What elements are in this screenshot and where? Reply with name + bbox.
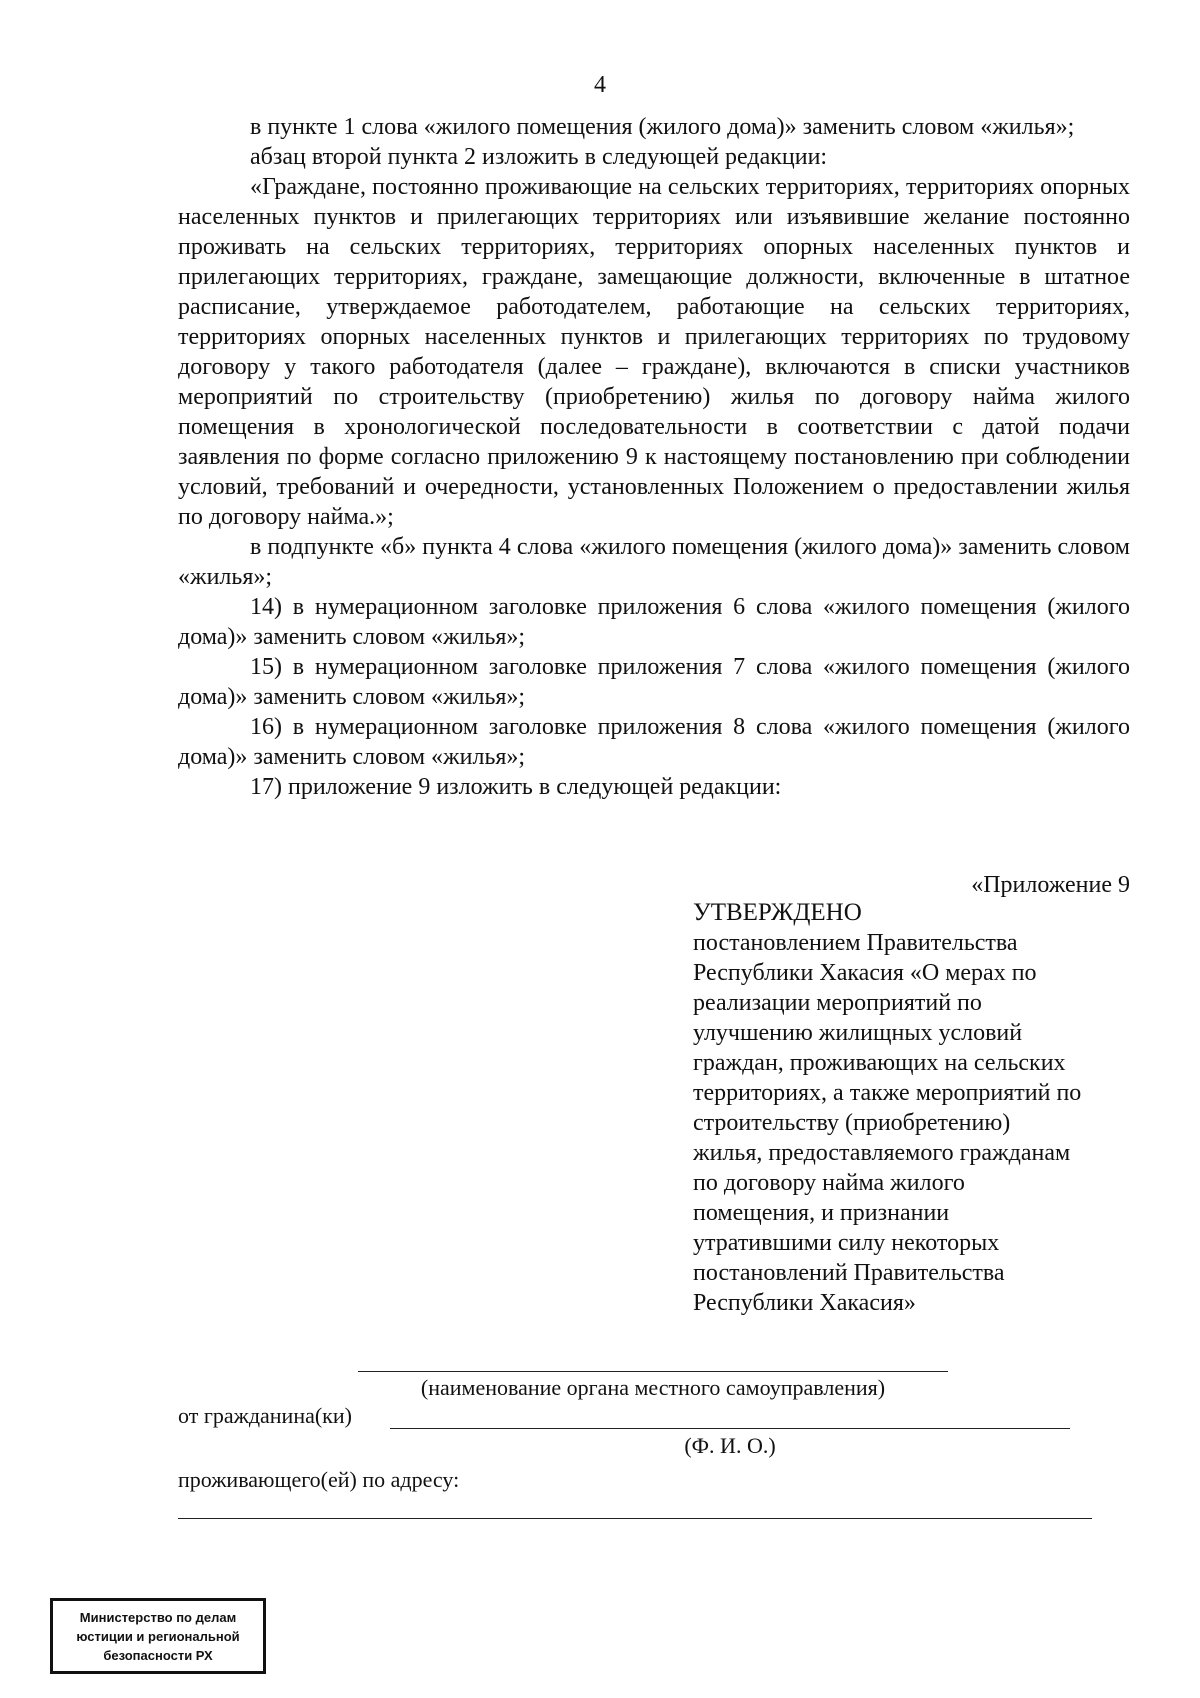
approval-line: Республики Хакасия»	[693, 1290, 916, 1316]
address-label: проживающего(ей) по адресу:	[178, 1467, 460, 1492]
approval-line: граждан, проживающих на сельских	[693, 1050, 1066, 1076]
paragraph: 15) в нумерационном заголовке приложения 7 слова «жилого помещения (жилого дома)» заменить словом «жилья»;	[178, 654, 1130, 710]
ministry-stamp	[50, 1598, 266, 1674]
paragraph: «Граждане, постоянно проживающие на сельских территориях, территориях опорных населенных пунктов и прилегающих территориях или изъявившие желание постоянно проживать на сельских территориях, территориях опорных населенных пунктов и прилегающих территориях, граждане, замещающие должности, включенные в штатное расписание, утверждаемое работодателем, работающие на сельских территориях, территориях опорных населенных пунктов и прилегающих территориях по трудовому договору у такого работодателя (далее – граждане), включаются в списки участников мероприятий по строительству (приобретению) жилья по договору найма жилого помещения в хронологической последовательности в соответствии с датой подачи заявления по форме согласно приложению 9 к настоящему постановлению при соблюдении условий, требований и очередности, установленных Положением о предоставлении жилья по договору найма.»;	[178, 174, 1130, 530]
citizen-label: от гражданина(ки)	[178, 1403, 352, 1428]
approval-line: жилья, предоставляемого гражданам	[693, 1140, 1071, 1166]
paragraph: абзац второй пункта 2 изложить в следующей редакции:	[250, 144, 828, 170]
approval-line: реализации мероприятий по	[693, 990, 982, 1016]
address-blank-line	[178, 1518, 1092, 1519]
approval-lines	[693, 928, 1153, 1318]
paragraph: в подпункте «б» пункта 4 слова «жилого помещения (жилого дома)» заменить словом «жилья»;	[178, 534, 1130, 590]
approval-line: улучшению жилищных условий	[693, 1020, 1023, 1046]
approval-line: утратившими силу некоторых	[693, 1230, 1000, 1256]
paragraph: 17) приложение 9 изложить в следующей редакции:	[250, 774, 782, 800]
appendix-label: «Приложение 9	[971, 872, 1130, 898]
citizen-caption: (Ф. И. О.)	[684, 1433, 776, 1458]
paragraph: 16) в нумерационном заголовке приложения 8 слова «жилого помещения (жилого дома)» заменить словом «жилья»;	[178, 714, 1130, 770]
approval-line: территориях, а также мероприятий по	[693, 1080, 1082, 1106]
approval-block	[693, 898, 1153, 1318]
page-number: 4	[594, 72, 606, 98]
approval-line: по договору найма жилого	[693, 1170, 965, 1196]
stamp-line: юстиции и региональной	[76, 1628, 240, 1644]
citizen-blank-line	[390, 1428, 1070, 1429]
approval-line: строительству (приобретению)	[693, 1110, 1011, 1136]
approval-line: помещения, и признании	[693, 1200, 950, 1226]
approval-line: постановлением Правительства	[693, 930, 1018, 956]
body-text	[178, 112, 1130, 802]
paragraph: 14) в нумерационном заголовке приложения 6 слова «жилого помещения (жилого дома)» заменить словом «жилья»;	[178, 594, 1130, 650]
paragraph: в пункте 1 слова «жилого помещения (жилого дома)» заменить словом «жилья»;	[250, 114, 1075, 140]
approval-line: Республики Хакасия «О мерах по	[693, 960, 1037, 986]
authority-caption: (наименование органа местного самоуправления)	[420, 1375, 886, 1400]
authority-blank-line	[358, 1371, 948, 1372]
stamp-line: безопасности РХ	[103, 1647, 213, 1663]
approval-heading: УТВЕРЖДЕНО	[693, 899, 862, 926]
stamp-line: Министерство по делам	[79, 1609, 237, 1625]
approval-line: постановлений Правительства	[693, 1260, 1005, 1286]
